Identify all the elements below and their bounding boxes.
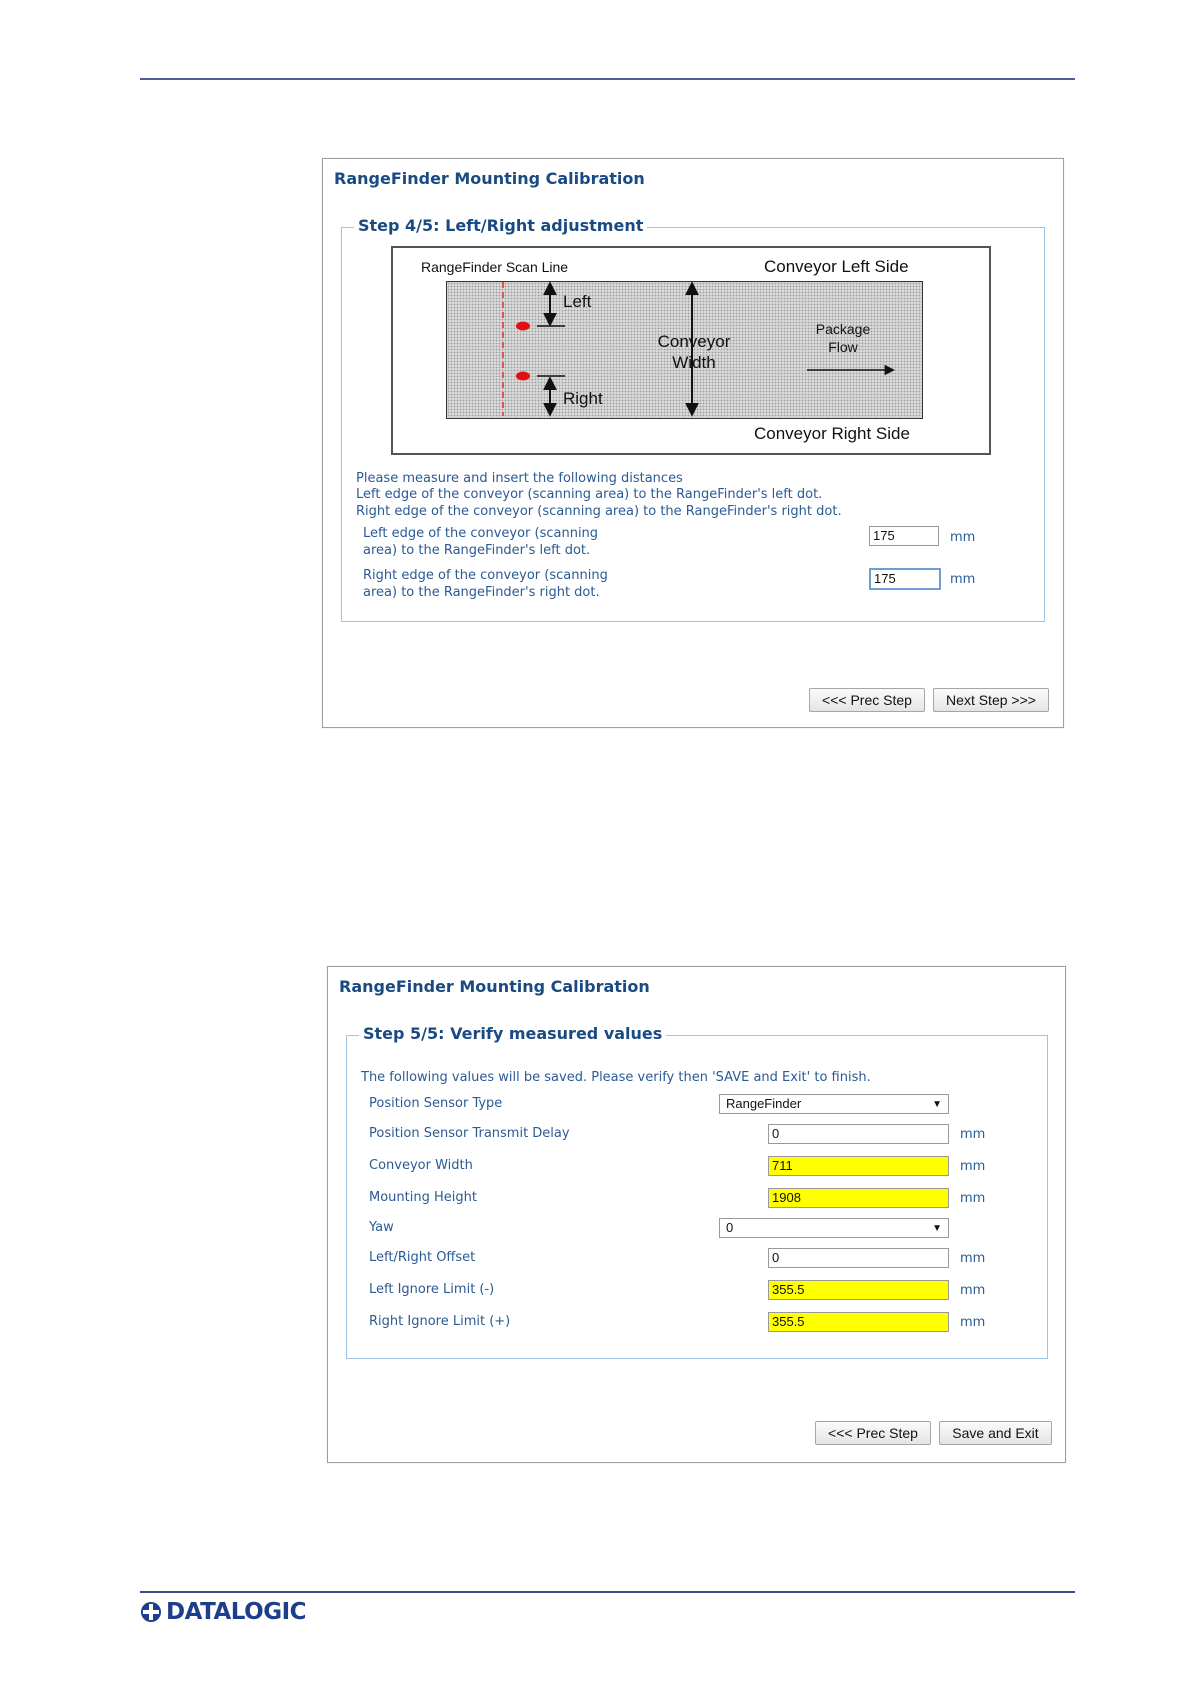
right-edge-distance-label: Right edge of the conveyor (scanning area) to the RangeFinder's right dot. (363, 568, 608, 600)
verify-intro: The following values will be saved. Please verify then 'SAVE and Exit' to finish. (361, 1070, 871, 1085)
mounting-height-label: Mounting Height (369, 1190, 477, 1205)
left-right-offset-label: Left/Right Offset (369, 1250, 476, 1265)
datalogic-logo-icon (140, 1601, 162, 1623)
left-label: Left (563, 292, 592, 311)
panel-title: RangeFinder Mounting Calibration (339, 977, 650, 996)
unit-label: mm (960, 1127, 986, 1142)
left-ignore-limit-label: Left Ignore Limit (-) (369, 1282, 495, 1297)
scan-line-label: RangeFinder Scan Line (421, 259, 569, 275)
conveyor-width-label-2: Width (672, 353, 716, 372)
unit-label: mm (960, 1315, 986, 1330)
calibration-panel-step4 (322, 158, 1064, 728)
conveyor-diagram (391, 246, 991, 455)
unit-label: mm (960, 1191, 986, 1206)
datalogic-logo (140, 1598, 306, 1626)
right-label: Right (563, 389, 603, 408)
next-step-button[interactable]: Next Step >>> (933, 688, 1049, 712)
footer-rule (140, 1591, 1075, 1593)
conveyor-right-side-label: Conveyor Right Side (754, 424, 910, 443)
right-ignore-limit-label: Right Ignore Limit (+) (369, 1314, 511, 1329)
left-right-offset-input[interactable]: 0 (768, 1248, 949, 1268)
instruction-line: Right edge of the conveyor (scanning area) to the RangeFinder's right dot. (356, 504, 842, 519)
dropdown-arrow-icon: ▼ (932, 1099, 942, 1110)
right-edge-distance-input[interactable]: 175 (869, 568, 941, 590)
step-legend: Step 4/5: Left/Right adjustment (354, 216, 647, 235)
step-legend: Step 5/5: Verify measured values (359, 1024, 666, 1043)
calibration-panel-step5 (327, 966, 1066, 1463)
yaw-select[interactable]: 0 ▼ (719, 1218, 949, 1238)
prev-step-button[interactable]: <<< Prec Step (809, 688, 925, 712)
conveyor-left-side-label: Conveyor Left Side (764, 257, 909, 276)
package-flow-label-2: Flow (828, 339, 858, 355)
conveyor-width-input[interactable]: 711 (768, 1156, 949, 1176)
position-sensor-type-label: Position Sensor Type (369, 1096, 503, 1111)
left-ignore-limit-input[interactable]: 355.5 (768, 1280, 949, 1300)
transmit-delay-label: Position Sensor Transmit Delay (369, 1126, 570, 1141)
conveyor-width-label-1: Conveyor (657, 332, 731, 351)
transmit-delay-input[interactable]: 0 (768, 1124, 949, 1144)
left-edge-distance-input[interactable]: 175 (869, 526, 939, 546)
left-edge-distance-label: Left edge of the conveyor (scanning area) to the RangeFinder's left dot. (363, 526, 599, 558)
conveyor-width-label: Conveyor Width (369, 1158, 473, 1173)
instruction-line: Please measure and insert the following distances (356, 471, 683, 486)
prev-step-button[interactable]: <<< Prec Step (815, 1421, 931, 1445)
logo-text: DATALOGIC (166, 1599, 307, 1625)
header-rule (140, 78, 1075, 80)
yaw-label: Yaw (369, 1220, 394, 1235)
step-fieldset (346, 1024, 1048, 1359)
unit-label: mm (950, 572, 976, 587)
left-dot (516, 322, 530, 331)
unit-label: mm (960, 1251, 986, 1266)
position-sensor-type-select[interactable]: RangeFinder ▼ (719, 1094, 949, 1114)
dropdown-arrow-icon: ▼ (932, 1223, 942, 1234)
right-ignore-limit-input[interactable]: 355.5 (768, 1312, 949, 1332)
right-dot (516, 372, 530, 381)
package-flow-label-1: Package (815, 321, 871, 337)
panel-title: RangeFinder Mounting Calibration (334, 169, 645, 188)
unit-label: mm (950, 530, 976, 545)
instruction-line: Left edge of the conveyor (scanning area) to the RangeFinder's left dot. (356, 487, 823, 502)
step-fieldset (341, 216, 1045, 622)
save-and-exit-button[interactable]: Save and Exit (939, 1421, 1052, 1445)
unit-label: mm (960, 1283, 986, 1298)
mounting-height-input[interactable]: 1908 (768, 1188, 949, 1208)
unit-label: mm (960, 1159, 986, 1174)
